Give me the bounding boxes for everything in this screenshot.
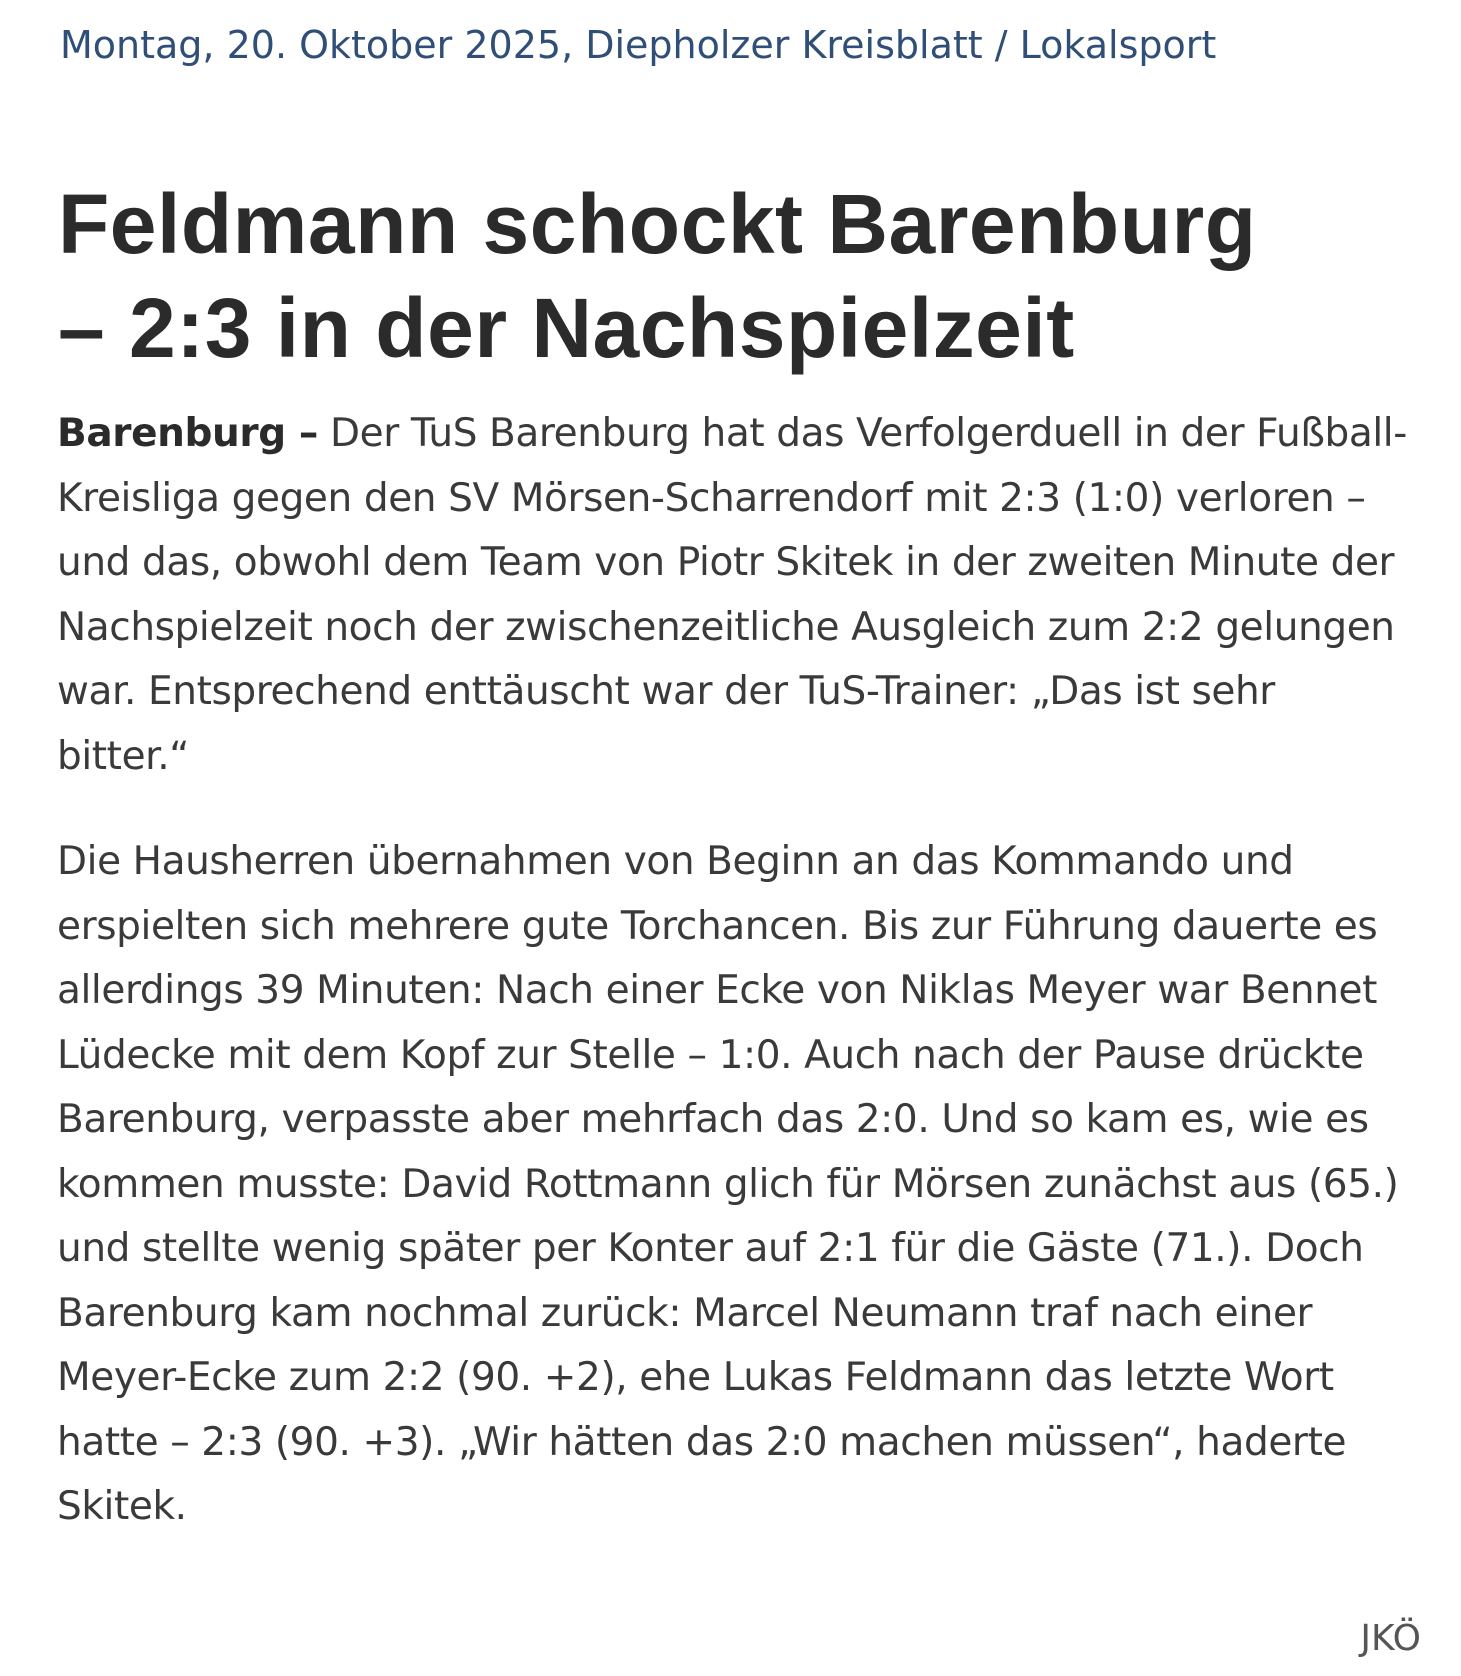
dateline: Montag, 20. Oktober 2025, Diepholzer Kreisblatt / Lokalsport — [60, 23, 1217, 67]
headline — [58, 172, 1418, 380]
author-initials: JKÖ — [1360, 1618, 1421, 1659]
article-paragraph-1 — [57, 402, 1412, 789]
headline-line-2: – 2:3 in der Nachspielzeit — [58, 281, 1075, 375]
paragraph-1-text: Der TuS Barenburg hat das Verfolgerduell in der Fußball-Kreisliga gegen den SV Mörsen-Scharrendorf mit 2:3 (1:0) verloren – und das, obwohl dem Team von Piotr Skitek in der zweiten Minute der Nachspielzeit noch der zwischenzeitliche Ausgleich zum 2:2 gelungen war. Entsprechend enttäuscht war der TuS-Trainer: „Das ist sehr bitter.“ — [57, 411, 1407, 779]
lead-location: Barenburg – — [57, 411, 319, 456]
article-paragraph-2: Die Hausherren übernahmen von Beginn an das Kommando und erspielten sich mehrere gute Torchancen. Bis zur Führung dauerte es allerdings 39 Minuten: Nach einer Ecke von Niklas Meyer war Bennet Lüdecke mit dem Kopf zur Stelle – 1:0. Auch nach der Pause drückte Barenburg, verpasste aber mehrfach das 2:0. Und so kam es, wie es kommen musste: David Rottmann glich für Mörsen zunächst aus (65.) und stellte wenig später per Konter auf 2:1 für die Gäste (71.). Doch Barenburg kam nochmal zurück: Marcel Neumann traf nach einer Meyer-Ecke zum 2:2 (90. +2), ehe Lukas Feldmann das letzte Wort hatte – 2:3 (90. +3). „Wir hätten das 2:0 machen müssen“, haderte Skitek. — [57, 839, 1399, 1529]
headline-line-1: Feldmann schockt Barenburg — [58, 177, 1257, 271]
